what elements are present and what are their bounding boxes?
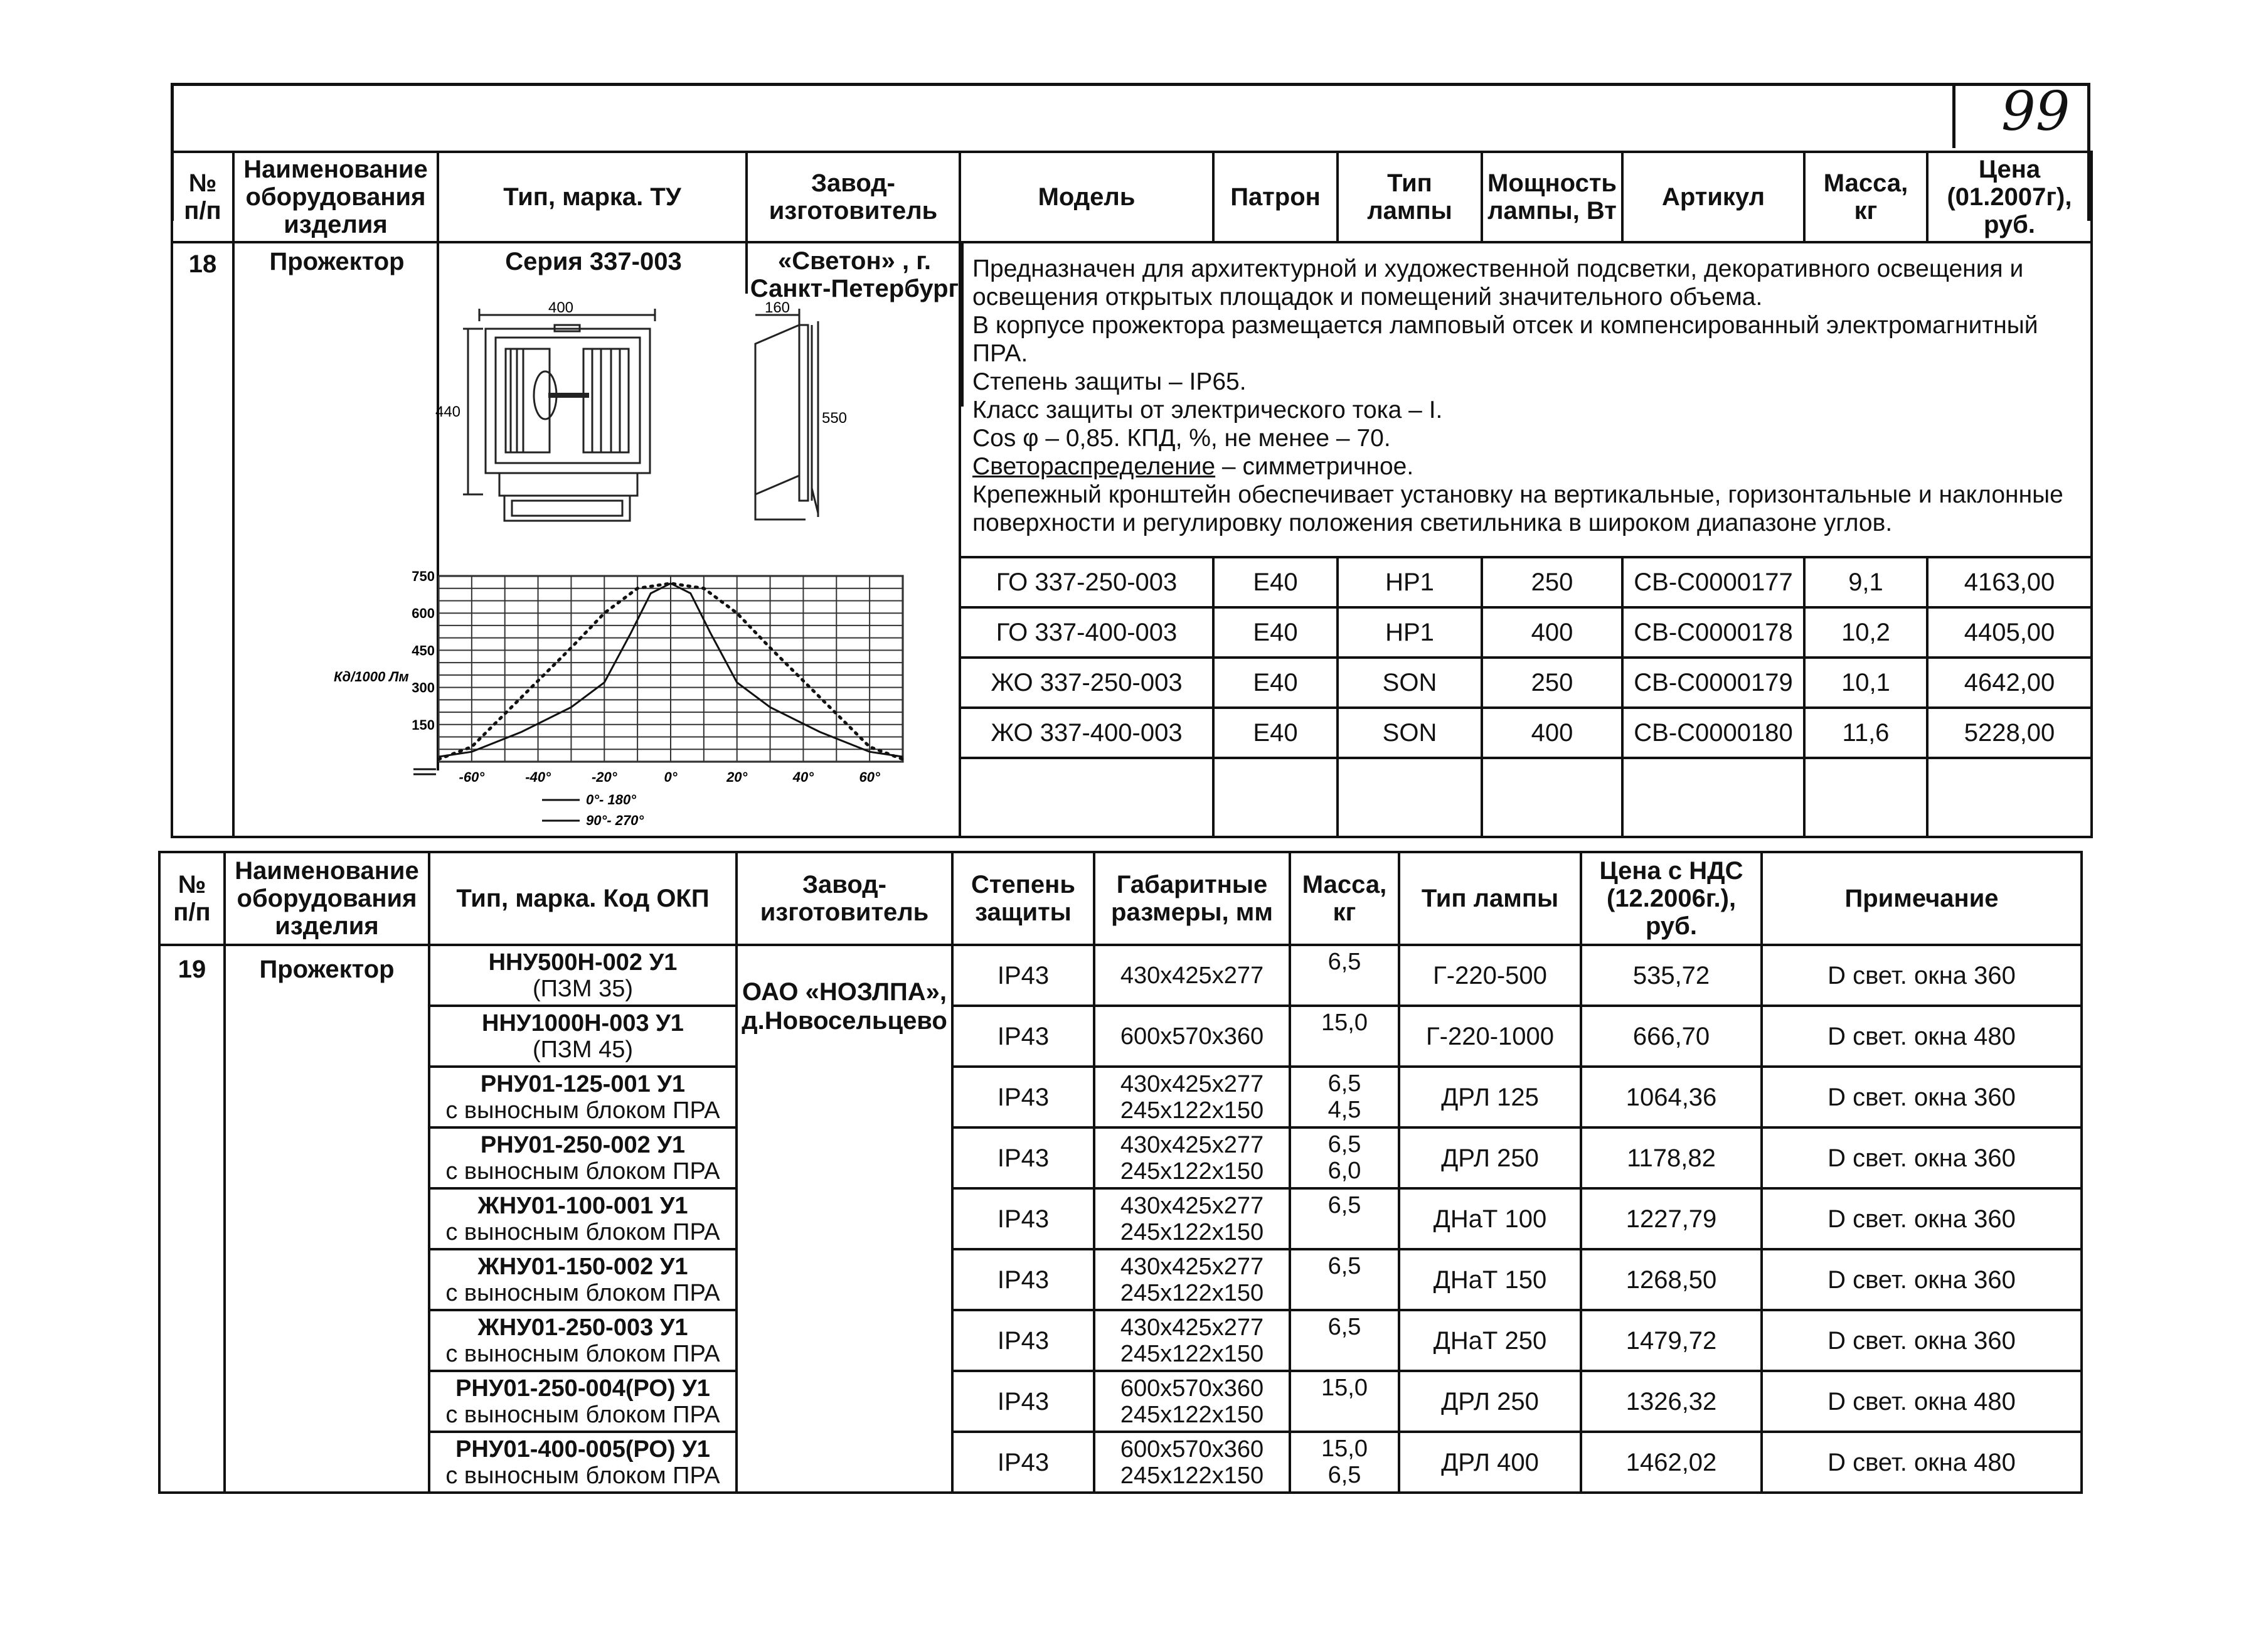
header-type-okp: Тип, марка. Код ОКП — [429, 852, 737, 945]
price-cell: 5228,00 — [1927, 708, 2092, 758]
page-number: 99 — [2001, 80, 2070, 143]
type-note: с выносным блоком ПРА — [445, 1340, 720, 1367]
chart-grid — [413, 576, 903, 774]
empty-cell — [1213, 758, 1338, 837]
header-dimensions: Габаритные размеры, мм — [1094, 852, 1290, 945]
table-row — [159, 1127, 2082, 1188]
mass-cell — [1290, 1249, 1399, 1310]
mass-main: 15,0 — [1321, 1375, 1368, 1401]
header-lamp-type: Тип лампы — [1338, 152, 1482, 242]
chart-ylabel: Кд/1000 Лм — [334, 669, 409, 685]
header-type: Тип, марка. ТУ — [438, 152, 747, 242]
x-tick-label: -60° — [459, 769, 485, 785]
dim-width-label: 400 — [548, 299, 574, 316]
header-name: Наименование оборудования изделия — [225, 852, 429, 945]
dimensions-ballast: 245x122x150 — [1120, 1462, 1264, 1489]
table-row — [159, 1249, 2082, 1310]
mass-cell — [1290, 1006, 1399, 1067]
item-type: Серия 337-003 — [505, 248, 682, 275]
note-cell: D свет. окна 360 — [1762, 1127, 2082, 1188]
note-cell: D свет. окна 360 — [1762, 1067, 2082, 1127]
protection-cell: IP43 — [952, 945, 1094, 1006]
dimensions-ballast: 245x122x150 — [1120, 1401, 1264, 1428]
note-cell: D свет. окна 480 — [1762, 1006, 2082, 1067]
desc-p7: Крепежный кронштейн обеспечивает установку на вертикальные, горизонтальные и наклонные поверхности и регулировку положения светильника в широком диапазоне углов. — [972, 481, 2063, 536]
type-code: РНУ01-250-004(РО) У1 — [455, 1375, 710, 1402]
dimensions-main: 430x425x277 — [1120, 962, 1264, 989]
x-tick-label: 60° — [859, 769, 880, 785]
header-maker: Завод- изготовитель — [737, 852, 952, 945]
light-distribution-chart — [329, 570, 956, 833]
dim-depth-label: 160 — [764, 299, 790, 316]
article-cell: CB-C0000180 — [1622, 708, 1804, 758]
protection-cell: IP43 — [952, 1432, 1094, 1493]
type-note: с выносным блоком ПРА — [445, 1097, 720, 1124]
empty-cell — [1804, 758, 1927, 837]
header-name: Наименование оборудования изделия — [233, 152, 438, 242]
price-cell: 4405,00 — [1927, 607, 2092, 658]
header-note: Примечание — [1762, 852, 2082, 945]
desc-p3: Степень защиты – IP65. — [972, 368, 1247, 395]
power-cell: 250 — [1482, 557, 1622, 607]
price-cell: 666,70 — [1581, 1006, 1762, 1067]
mass-ballast: 6,0 — [1327, 1158, 1361, 1184]
empty-cell — [1927, 758, 2092, 837]
price-cell: 1268,50 — [1581, 1249, 1762, 1310]
x-tick-label: 40° — [792, 769, 814, 785]
power-cell: 400 — [1482, 607, 1622, 658]
dimensions-cell — [1094, 945, 1290, 1006]
empty-cell — [1482, 758, 1622, 837]
mass-cell — [1290, 1310, 1399, 1371]
article-cell: CB-C0000178 — [1622, 607, 1804, 658]
power-cell: 400 — [1482, 708, 1622, 758]
dimensions-main: 430x425x277 — [1120, 1253, 1264, 1280]
table-row — [159, 1371, 2082, 1432]
mass-main: 6,5 — [1327, 1253, 1361, 1279]
protection-cell: IP43 — [952, 1249, 1094, 1310]
dimensions-cell — [1094, 1432, 1290, 1493]
dimensions-main: 430x425x277 — [1120, 1314, 1264, 1341]
type-code: ЖНУ01-100-001 У1 — [477, 1192, 688, 1219]
type-note: с выносным блоком ПРА — [445, 1462, 720, 1489]
type-note: с выносным блоком ПРА — [445, 1401, 720, 1428]
lamp-cell: ДРЛ 250 — [1399, 1371, 1581, 1432]
mass-cell: 11,6 — [1804, 708, 1927, 758]
table-item-19 — [158, 851, 2083, 1494]
x-tick-label: 20° — [726, 769, 748, 785]
lamp-cell: Г-220-500 — [1399, 945, 1581, 1006]
mass-main: 15,0 — [1321, 1436, 1368, 1462]
header-price-vat: Цена с НДС (12.2006г.), руб. — [1581, 852, 1762, 945]
lamp-cell: ДРЛ 125 — [1399, 1067, 1581, 1127]
header-lamp-type: Тип лампы — [1399, 852, 1581, 945]
dimensions-ballast: 245x122x150 — [1120, 1158, 1264, 1185]
dimensions-cell — [1094, 1006, 1290, 1067]
mass-cell — [1290, 1432, 1399, 1493]
mass-main: 6,5 — [1327, 949, 1361, 975]
mass-main: 6,5 — [1327, 1070, 1361, 1097]
table-row — [159, 1310, 2082, 1371]
lamp-cell: HP1 — [1338, 557, 1482, 607]
type-cell — [429, 1249, 737, 1310]
type-code: ННУ1000Н-003 У1 — [482, 1010, 684, 1036]
y-tick-label: 300 — [412, 679, 435, 696]
article-cell: CB-C0000177 — [1622, 557, 1804, 607]
lamp-cell: ДНаТ 100 — [1399, 1188, 1581, 1249]
type-code: ННУ500Н-002 У1 — [488, 949, 678, 976]
table-item-18 — [171, 151, 2093, 838]
price-cell: 1227,79 — [1581, 1188, 1762, 1249]
mass-main: 6,5 — [1327, 1131, 1361, 1158]
header-lamp-power: Мощность лампы, Вт — [1482, 152, 1622, 242]
desc-p4: Класс защиты от электрического тока – I. — [972, 397, 1443, 424]
model-cell: ГО 337-400-003 — [960, 607, 1213, 658]
mass-cell — [1290, 1371, 1399, 1432]
type-cell — [429, 1067, 737, 1127]
mass-main: 15,0 — [1321, 1010, 1368, 1036]
dimensions-ballast: 245x122x150 — [1120, 1218, 1264, 1245]
item-num: 18 — [172, 242, 233, 837]
protection-cell: IP43 — [952, 1127, 1094, 1188]
note-cell: D свет. окна 360 — [1762, 945, 2082, 1006]
type-cell — [429, 1371, 737, 1432]
dimensions-cell — [1094, 1127, 1290, 1188]
dimensions-main: 600x570x360 — [1120, 1436, 1264, 1463]
header-mass: Масса, кг — [1290, 852, 1399, 945]
drawing-cell — [233, 242, 960, 837]
article-cell: CB-C0000179 — [1622, 658, 1804, 708]
protection-cell: IP43 — [952, 1067, 1094, 1127]
legend-entry-1: 90°- 270° — [586, 813, 644, 828]
lamp-cell: SON — [1338, 658, 1482, 708]
price-cell: 4642,00 — [1927, 658, 2092, 708]
dimensions-cell — [1094, 1188, 1290, 1249]
description-cell — [960, 242, 2092, 557]
power-cell: 250 — [1482, 658, 1622, 708]
mass-cell — [1290, 1188, 1399, 1249]
legend-entry-0: 0°- 180° — [586, 792, 636, 807]
header-price: Цена (01.2007г), руб. — [1927, 152, 2092, 242]
floodlight-drawing — [435, 299, 975, 570]
type-cell — [429, 1432, 737, 1493]
table-row — [159, 1006, 2082, 1067]
type-code: РНУ01-250-002 У1 — [480, 1131, 686, 1158]
type-note: с выносным блоком ПРА — [445, 1218, 720, 1245]
mass-main: 6,5 — [1327, 1314, 1361, 1340]
protection-cell: IP43 — [952, 1188, 1094, 1249]
mass-cell — [1290, 1127, 1399, 1188]
price-cell: 1178,82 — [1581, 1127, 1762, 1188]
dim-total-label: 550 — [821, 410, 848, 427]
header-article: Артикул — [1622, 152, 1804, 242]
table-row — [159, 1188, 2082, 1249]
dimensions-cell — [1094, 1310, 1290, 1371]
type-cell — [429, 1127, 737, 1188]
note-cell: D свет. окна 360 — [1762, 1249, 2082, 1310]
desc-p6 — [972, 452, 2079, 481]
type-note: с выносным блоком ПРА — [445, 1158, 720, 1185]
protection-cell: IP43 — [952, 1006, 1094, 1067]
table2-header-row — [159, 852, 2082, 945]
mass-ballast: 4,5 — [1327, 1097, 1361, 1123]
empty-cell — [960, 758, 1213, 837]
note-cell: D свет. окна 360 — [1762, 1310, 2082, 1371]
header-mass: Масса, кг — [1804, 152, 1927, 242]
price-cell: 4163,00 — [1927, 557, 2092, 607]
dimensions-ballast: 245x122x150 — [1120, 1340, 1264, 1367]
type-cell — [429, 1188, 737, 1249]
x-tick-label: 0° — [664, 769, 678, 785]
item-name: Прожектор — [225, 945, 429, 1493]
type-cell — [429, 1310, 737, 1371]
mass-cell — [1290, 1067, 1399, 1127]
model-cell: ГО 337-250-003 — [960, 557, 1213, 607]
dimensions-cell — [1094, 1067, 1290, 1127]
price-cell: 1479,72 — [1581, 1310, 1762, 1371]
item-maker: ОАО «НОЗЛПА», д.Новосельцево — [737, 945, 952, 1493]
mass-cell: 10,2 — [1804, 607, 1927, 658]
type-cell — [429, 1006, 737, 1067]
y-tick-label: 750 — [412, 568, 435, 584]
desc-p2: В корпусе прожектора размещается ламповый отсек и компенсированный электромагнитный ПРА. — [972, 312, 2038, 367]
model-cell: ЖО 337-400-003 — [960, 708, 1213, 758]
y-tick-label: 600 — [412, 605, 435, 622]
item-name: Прожектор — [269, 248, 405, 275]
desc-p6-underlined: Светораспределение — [972, 453, 1216, 480]
chart-legend — [542, 792, 644, 828]
mass-ballast: 6,5 — [1327, 1462, 1361, 1488]
desc-p6-rest: – симметричное. — [1215, 453, 1414, 480]
lamp-cell: Г-220-1000 — [1399, 1006, 1581, 1067]
dimensions-main: 600x570x360 — [1120, 1023, 1264, 1050]
header-num: № п/п — [159, 852, 225, 945]
dimensions-cell — [1094, 1249, 1290, 1310]
socket-cell: E40 — [1213, 557, 1338, 607]
socket-cell: E40 — [1213, 658, 1338, 708]
mass-main: 6,5 — [1327, 1192, 1361, 1218]
type-code: ЖНУ01-150-002 У1 — [477, 1253, 688, 1280]
mass-cell: 10,1 — [1804, 658, 1927, 708]
type-cell — [429, 945, 737, 1006]
item-maker: «Светон» , г. Санкт-Петербург — [750, 247, 959, 302]
desc-p5: Cos φ – 0,85. КПД, %, не менее – 70. — [972, 425, 1391, 452]
socket-cell: E40 — [1213, 708, 1338, 758]
note-cell: D свет. окна 480 — [1762, 1432, 2082, 1493]
lamp-cell: ДНаТ 250 — [1399, 1310, 1581, 1371]
mass-cell: 9,1 — [1804, 557, 1927, 607]
header-socket: Патрон — [1213, 152, 1338, 242]
price-cell: 1326,32 — [1581, 1371, 1762, 1432]
empty-cell — [1622, 758, 1804, 837]
dimensions-main: 600x570x360 — [1120, 1375, 1264, 1402]
table-row — [159, 945, 2082, 1006]
lamp-cell: HP1 — [1338, 607, 1482, 658]
lamp-cell: ДРЛ 250 — [1399, 1127, 1581, 1188]
type-code: ЖНУ01-250-003 У1 — [477, 1314, 688, 1341]
dimensions-main: 430x425x277 — [1120, 1131, 1264, 1158]
lamp-cell: ДНаТ 150 — [1399, 1249, 1581, 1310]
lamp-cell: ДРЛ 400 — [1399, 1432, 1581, 1493]
x-tick-label: -40° — [525, 769, 551, 785]
dimensions-main: 430x425x277 — [1120, 1070, 1264, 1097]
table1-header-row — [172, 152, 2092, 242]
type-code: РНУ01-125-001 У1 — [480, 1070, 686, 1097]
type-code: РНУ01-400-005(РО) У1 — [455, 1436, 710, 1463]
price-cell: 1064,36 — [1581, 1067, 1762, 1127]
price-cell: 535,72 — [1581, 945, 1762, 1006]
desc-p1: Предназначен для архитектурной и художественной подсветки, декоративного освещения и освещения открытых площадок и помещений значительного объема. — [972, 255, 2024, 311]
table-row — [159, 1432, 2082, 1493]
note-cell: D свет. окна 480 — [1762, 1371, 2082, 1432]
header-model: Модель — [960, 152, 1213, 242]
dimensions-main: 430x425x277 — [1120, 1192, 1264, 1219]
protection-cell: IP43 — [952, 1310, 1094, 1371]
dimensions-ballast: 245x122x150 — [1120, 1279, 1264, 1306]
y-tick-label: 450 — [412, 642, 435, 659]
separator — [745, 243, 748, 294]
protection-cell: IP43 — [952, 1371, 1094, 1432]
x-tick-label: -20° — [591, 769, 617, 785]
lamp-cell: SON — [1338, 708, 1482, 758]
dimensions-ballast: 245x122x150 — [1120, 1097, 1264, 1124]
price-cell: 1462,02 — [1581, 1432, 1762, 1493]
table2-body — [159, 945, 2082, 1493]
table-row — [159, 1067, 2082, 1127]
header-protection: Степень защиты — [952, 852, 1094, 945]
dimensions-cell — [1094, 1371, 1290, 1432]
socket-cell: E40 — [1213, 607, 1338, 658]
item-num: 19 — [159, 945, 225, 1493]
y-tick-label: 150 — [412, 717, 435, 733]
mass-cell — [1290, 945, 1399, 1006]
table1-desc-row — [172, 242, 2092, 557]
header-maker: Завод- изготовитель — [747, 152, 960, 242]
type-note: (ПЗМ 45) — [532, 1036, 634, 1063]
note-cell: D свет. окна 360 — [1762, 1188, 2082, 1249]
type-note: с выносным блоком ПРА — [445, 1279, 720, 1306]
model-cell: ЖО 337-250-003 — [960, 658, 1213, 708]
header-num: № п/п — [172, 152, 233, 242]
type-note: (ПЗМ 35) — [532, 975, 634, 1002]
dim-height-label: 440 — [435, 403, 461, 420]
empty-cell — [1338, 758, 1482, 837]
